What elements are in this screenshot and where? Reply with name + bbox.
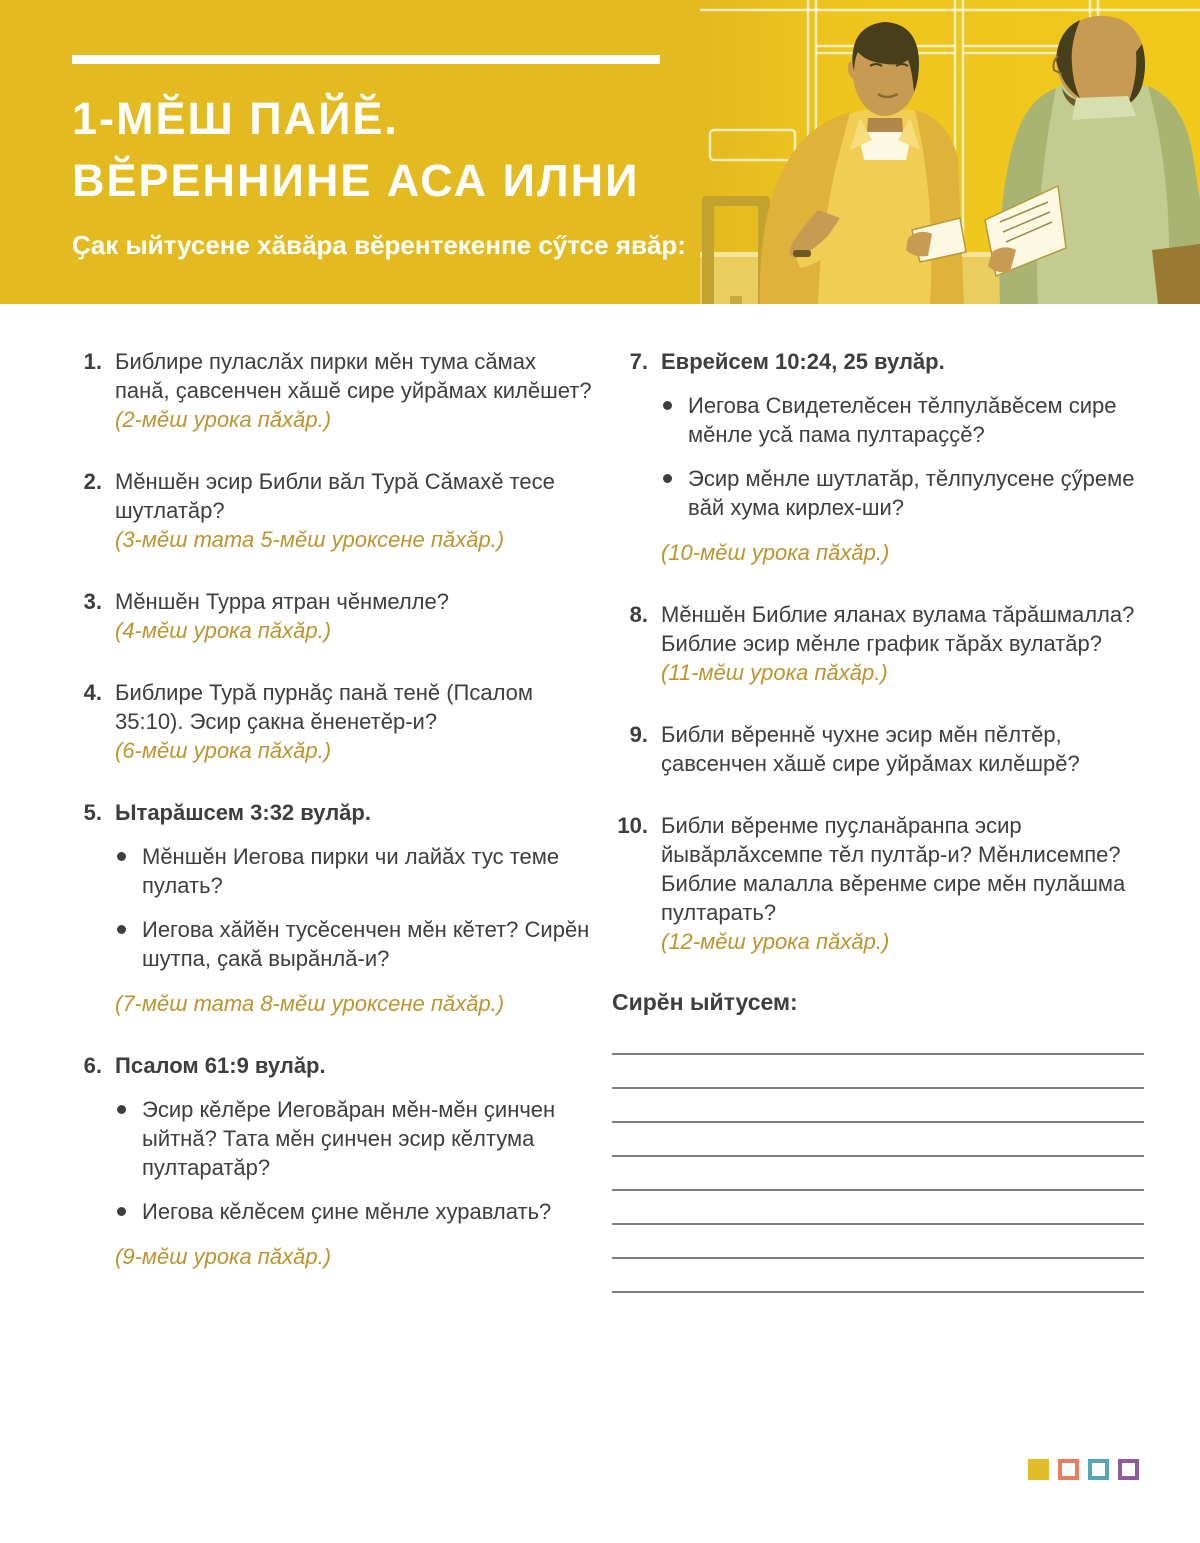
bullet-text: Эсир мӗнле шутлатӑр, тӗлпулусене ҫӳреме вӑй хума кирлех-ши? <box>688 466 1135 520</box>
page-header <box>0 0 1200 304</box>
bullet-item <box>115 915 594 973</box>
lesson-reference: (12-мӗш урока пӑхӑр.) <box>661 929 890 954</box>
bullet-text: Иегова хӑйӗн тусӗсенчен мӗн кӗтет? Сирӗн шутпа, ҫакӑ вырӑнлӑ-и? <box>142 917 590 971</box>
question-text: Мӗншӗн Турра ятран чӗнмелле? <box>115 589 449 614</box>
bullet-text: Эсир кӗлӗре Иеговӑран мӗн-мӗн ҫинчен ыйтнӑ? Тата мӗн ҫинчен эсир кӗлтума пултаратӑр? <box>142 1097 556 1180</box>
question-number: 7. <box>629 349 648 374</box>
question-text: Мӗншӗн Библие яланах вулама тӑрӑшмалла? Библие эсир мӗнле график тӑрӑх вулатӑр? <box>661 602 1135 656</box>
yellow-filled-square <box>1028 1459 1049 1480</box>
question-text: Библи вӗренме пуҫланӑранпа эсир йывӑрлӑхсемпе тӗл пултӑр-и? Мӗнлисемпе? Библие малалла вӗренме сире мӗн пулӑшма пултарать? <box>661 813 1126 925</box>
question-item-4 <box>72 678 594 765</box>
question-text: Библире пуласлӑх пирки мӗн тума сӑмах панӑ, ҫавсенчен хӑшӗ сире уйрӑмах килӗшет? <box>115 349 592 403</box>
writing-line <box>612 1223 1144 1225</box>
question-number: 2. <box>83 469 102 494</box>
bullet-item <box>661 464 1144 522</box>
question-text: Мӗншӗн эсир Библи вӑл Турӑ Сӑмахӗ тесе шутлатӑр? <box>115 469 555 523</box>
bullet-icon <box>117 1207 126 1216</box>
scripture-lead: Еврейсем 10:24, 25 вулӑр. <box>661 349 945 374</box>
lesson-reference: (4-мӗш урока пӑхӑр.) <box>115 618 332 643</box>
question-item-5 <box>72 798 594 1018</box>
question-number: 4. <box>83 680 102 705</box>
purple-outline-square <box>1118 1459 1139 1480</box>
scripture-lead: Псалом 61:9 вулӑр. <box>115 1053 326 1078</box>
bullet-icon <box>117 1105 126 1114</box>
bullet-item <box>115 1197 594 1226</box>
writing-lines <box>612 1053 1144 1293</box>
questions-column-right <box>612 347 1144 1293</box>
header-subtitle: Ҫак ыйтусене хӑвӑра вӗрентекенпе сӳтсе явӑр: <box>72 230 686 260</box>
question-number: 1. <box>83 349 102 374</box>
bullet-icon <box>117 925 126 934</box>
question-number: 5. <box>83 800 102 825</box>
bullet-item <box>115 1095 594 1182</box>
coral-outline-square <box>1058 1459 1079 1480</box>
bullet-icon <box>663 401 672 410</box>
lesson-reference: (3-мӗш тата 5-мӗш уроксене пӑхӑр.) <box>115 527 505 552</box>
question-number: 8. <box>629 602 648 627</box>
writing-line <box>612 1053 1144 1055</box>
question-item-10 <box>612 811 1144 956</box>
questions-column-left <box>72 347 594 1304</box>
writing-line <box>612 1189 1144 1191</box>
bullet-item <box>115 842 594 900</box>
question-number: 10. <box>617 813 648 838</box>
question-text: Библире Турӑ пурнӑҫ панӑ тенӗ (Псалом 35:10). Эсир ҫакна ӗненетӗр-и? <box>115 680 534 734</box>
bullet-item <box>661 391 1144 449</box>
bullet-text: Мӗншӗн Иегова пирки чи лайӑх тус теме пулать? <box>142 844 560 898</box>
question-item-7 <box>612 347 1144 567</box>
part-title-line2: ВӖРЕННИНЕ АСА ИЛНИ <box>72 155 640 206</box>
bullet-icon <box>663 474 672 483</box>
part-title <box>72 88 639 212</box>
header-illustration <box>700 0 1200 304</box>
chair-right <box>1152 244 1200 304</box>
scripture-lead: Ытарӑшсем 3:32 вулӑр. <box>115 800 371 825</box>
question-item-3 <box>72 587 594 645</box>
writing-line <box>612 1087 1144 1089</box>
lesson-reference: (6-мӗш урока пӑхӑр.) <box>115 738 332 763</box>
question-item-6 <box>72 1051 594 1271</box>
writing-line <box>612 1155 1144 1157</box>
question-item-2 <box>72 467 594 554</box>
bullet-icon <box>117 852 126 861</box>
writing-line <box>612 1121 1144 1123</box>
bullet-text: Иегова Свидетелӗсен тӗлпулӑвӗсем сире мӗнле усӑ пама пултараҫҫӗ? <box>688 393 1117 447</box>
lesson-reference: (9-мӗш урока пӑхӑр.) <box>115 1244 332 1269</box>
question-number: 6. <box>83 1053 102 1078</box>
part-title-line1: 1-МӖШ ПАЙӖ. <box>72 93 399 144</box>
question-text: Библи вӗреннӗ чухне эсир мӗн пӗлтӗр, ҫавсенчен хӑшӗ сире уйрӑмах килӗшрӗ? <box>661 722 1080 776</box>
writing-line <box>612 1291 1144 1293</box>
your-questions-heading: Сирӗн ыйтусем: <box>612 989 798 1015</box>
teal-outline-square <box>1088 1459 1109 1480</box>
question-number: 3. <box>83 589 102 614</box>
lesson-reference: (11-мӗш урока пӑхӑр.) <box>661 660 888 685</box>
question-item-1 <box>72 347 594 434</box>
bullet-text: Иегова кӗлӗсем ҫине мӗнле хуравлать? <box>142 1199 552 1224</box>
lesson-reference: (2-мӗш урока пӑхӑр.) <box>115 407 332 432</box>
lesson-reference: (7-мӗш тата 8-мӗш уроксене пӑхӑр.) <box>115 991 505 1016</box>
title-rule <box>72 55 660 64</box>
progress-squares <box>1028 1459 1139 1480</box>
lesson-reference: (10-мӗш урока пӑхӑр.) <box>661 540 890 565</box>
writing-line <box>612 1257 1144 1259</box>
question-number: 9. <box>629 722 648 747</box>
question-item-8 <box>612 600 1144 687</box>
question-item-9 <box>612 720 1144 778</box>
